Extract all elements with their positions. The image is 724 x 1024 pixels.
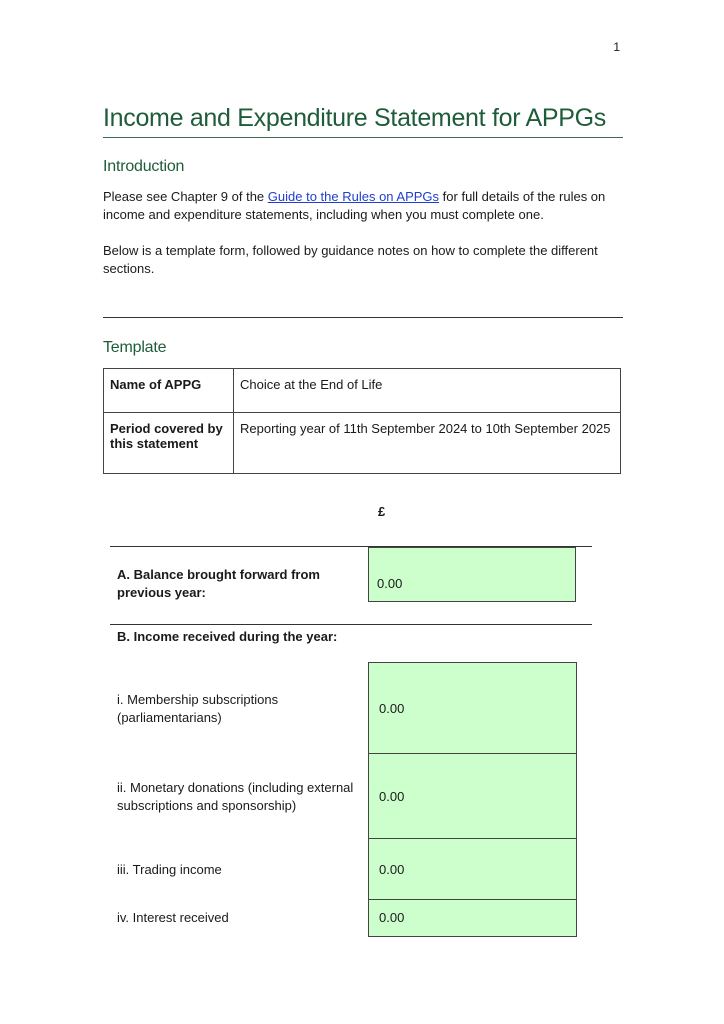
monetary-donations-label: ii. Monetary donations (including external subscriptions and sponsorship) <box>117 780 354 813</box>
appg-info-table <box>103 368 621 474</box>
period-covered-value: Reporting year of 11th September 2024 to 10th September 2025 <box>234 413 621 474</box>
membership-subscriptions-cell[interactable] <box>368 662 577 754</box>
introduction-paragraph-1 <box>103 188 623 224</box>
introduction-heading: Introduction <box>103 158 185 175</box>
interest-received-label: iv. Interest received <box>117 910 229 925</box>
income-heading: B. Income received during the year: <box>117 629 338 644</box>
monetary-donations-value: 0.00 <box>379 789 405 804</box>
trading-income-label: iii. Trading income <box>117 862 222 877</box>
guide-to-rules-link[interactable]: Guide to the Rules on APPGs <box>267 189 440 204</box>
table-row <box>104 369 621 413</box>
interest-received-value: 0.00 <box>379 910 405 925</box>
balance-label: A. Balance brought forward from previous year: <box>117 567 320 600</box>
introduction-paragraph-2: Below is a template form, followed by guidance notes on how to complete the different sections. <box>103 243 598 276</box>
document-title: Income and Expenditure Statement for APPGs <box>103 104 606 132</box>
template-heading: Template <box>103 339 167 356</box>
monetary-donations-cell[interactable] <box>368 753 577 839</box>
trading-income-cell[interactable] <box>368 838 577 900</box>
name-of-appg-value: Choice at the End of Life <box>234 369 621 413</box>
membership-subscriptions-value: 0.00 <box>379 701 405 716</box>
income-top-rule <box>110 624 592 625</box>
table-row <box>104 413 621 474</box>
name-of-appg-label: Name of APPG <box>104 369 234 413</box>
interest-received-cell[interactable] <box>368 899 577 937</box>
para1-suffix: for full details of the rules on income and expenditure statements, including when you must complete one. <box>103 189 606 222</box>
membership-subscriptions-label: i. Membership subscriptions (parliamentarians) <box>117 692 279 725</box>
para1-prefix: Please see Chapter 9 of the <box>103 189 268 204</box>
page-number: 1 <box>613 40 620 54</box>
trading-income-value: 0.00 <box>379 862 405 877</box>
balance-value: 0.00 <box>377 576 403 591</box>
currency-header: £ <box>378 504 386 519</box>
title-underline <box>103 137 623 138</box>
section-divider <box>103 317 623 318</box>
period-covered-label: Period covered by this statement <box>104 413 234 474</box>
balance-value-cell[interactable] <box>368 547 576 602</box>
